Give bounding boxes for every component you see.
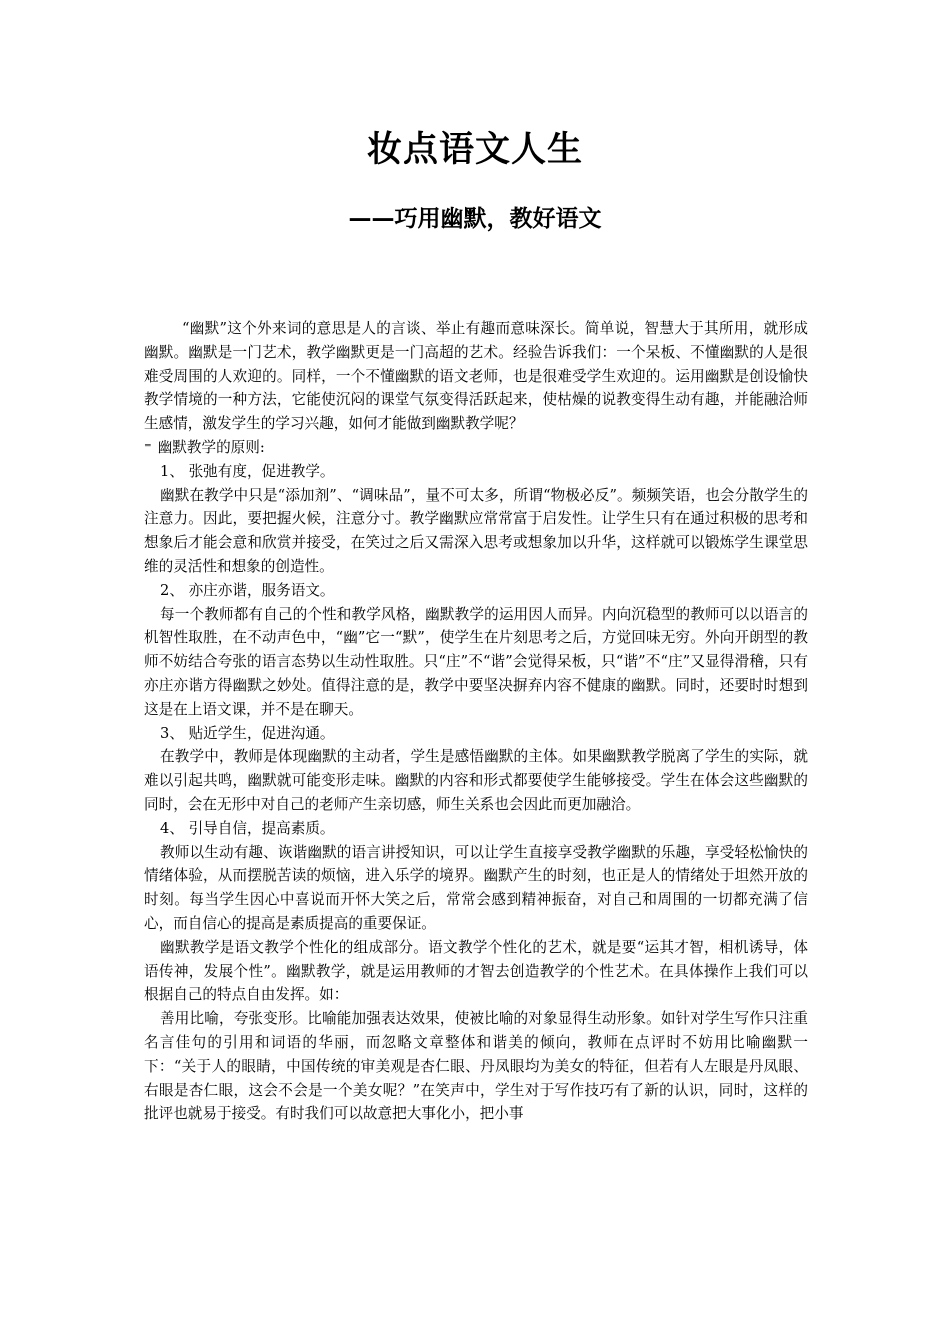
- document-title: 妆点语文人生: [366, 130, 583, 170]
- principle-2-heading: 2、 亦庄亦谐，服务语文。: [160, 581, 335, 599]
- metaphor-paragraph: 善用比喻，夸张变形。比喻能加强表达效果，使被比喻的对象显得生动形象。如针对学生写作只注重名言佳句的引用和词语的华丽，而忽略文章整体和谐美的倾向，教师在点评时不妨用比喻幽默一下：“关于人的眼睛，中国传统的审美观是杏仁眼、丹凤眼均为美女的特征，但若有人左眼是丹凤眼、右眼是杏仁眼，这会不会是一个美女呢？”在笑声中，学生对于写作技巧有了新的认识，同时，这样的批评也就易于接受。有时我们可以故意把大事化小，把小事: [144, 1010, 808, 1123]
- document-subtitle: ——巧用幽默，教好语文: [348, 206, 602, 232]
- section-heading-text: 幽默教学的原则:: [157, 438, 265, 456]
- principle-3-heading: 3、 贴近学生，促进沟通。: [160, 724, 335, 742]
- intro-paragraph: “幽默”这个外来词的意思是人的言谈、举止有趣而意味深长。简单说，智慧大于其所用，就形成幽默。幽默是一门艺术，教学幽默更是一门高超的艺术。经验告诉我们：一个呆板、不懂幽默的人是很难受周围的人欢迎的。同样，一个不懂幽默的语文老师，也是很难受学生欢迎的。运用幽默是创设愉快教学情境的一种方法，它能使沉闷的课堂气氛变得活跃起来，使枯燥的说教变得生动有趣，并能融洽师生感情，激发学生的学习兴趣，如何才能做到幽默教学呢？: [144, 320, 808, 433]
- personalization-paragraph: 幽默教学是语文教学个性化的组成部分。语文教学个性化的艺术，就是要“运其才智，相机诱导，体语传神，发展个性”。幽默教学，就是运用教师的才智去创造教学的个性艺术。在具体操作上我们可以根据自己的特点自由发挥。如：: [144, 938, 808, 1004]
- document-body: [144, 317, 808, 1126]
- principle-4-heading: 4、 引导自信，提高素质。: [160, 819, 335, 837]
- principle-4-body: 教师以生动有趣、诙谐幽默的语言讲授知识，可以让学生直接享受教学幽默的乐趣，享受轻松愉快的情绪体验，从而摆脱苦读的烦恼，进入乐学的境界。幽默产生的时刻，也正是人的情绪处于坦然开放的时刻。每当学生因心中喜说而开怀大笑之后，常常会感到精神振奋，对自己和周围的一切都充满了信心，而自信心的提高是素质提高的重要保证。: [144, 843, 808, 932]
- principle-1-body: 幽默在教学中只是“添加剂”、“调味品”，量不可太多，所谓“物极必反”。频频笑语，也会分散学生的注意力。因此，要把握火候，注意分寸。教学幽默应常常富于启发性。让学生只有在通过积极的思考和想象后才能会意和欣赏并接受，在笑过之后又需深入思考或想象加以升华，这样就可以锻炼学生课堂思维的灵活性和想象的创造性。: [144, 486, 808, 575]
- section-marker: ⁼: [144, 438, 152, 456]
- section-heading: [144, 436, 808, 460]
- principle-3-body: 在教学中，教师是体现幽默的主动者，学生是感悟幽默的主体。如果幽默教学脱离了学生的实际，就难以引起共鸣，幽默就可能变形走味。幽默的内容和形式都要使学生能够接受。学生在体会这些幽默的同时，会在无形中对自己的老师产生亲切感，师生关系也会因此而更加融洽。: [144, 748, 808, 813]
- principle-1-heading: 1、 张弛有度，促进教学。: [160, 462, 335, 480]
- principle-2-body: 每一个教师都有自己的个性和教学风格，幽默教学的运用因人而异。内向沉稳型的教师可以以语言的机智性取胜，在不动声色中，“幽”它一“默”，使学生在片刻思考之后，方觉回味无穷。外向开朗型的教师不妨结合夸张的语言态势以生动性取胜。只“庄”不“谐”会觉得呆板，只“谐”不“庄”又显得滑稽，只有亦庄亦谐方得幽默之妙处。值得注意的是，教学中要坚决摒弃内容不健康的幽默。同时，还要时时想到这是在上语文课，并不是在聊天。: [144, 605, 808, 718]
